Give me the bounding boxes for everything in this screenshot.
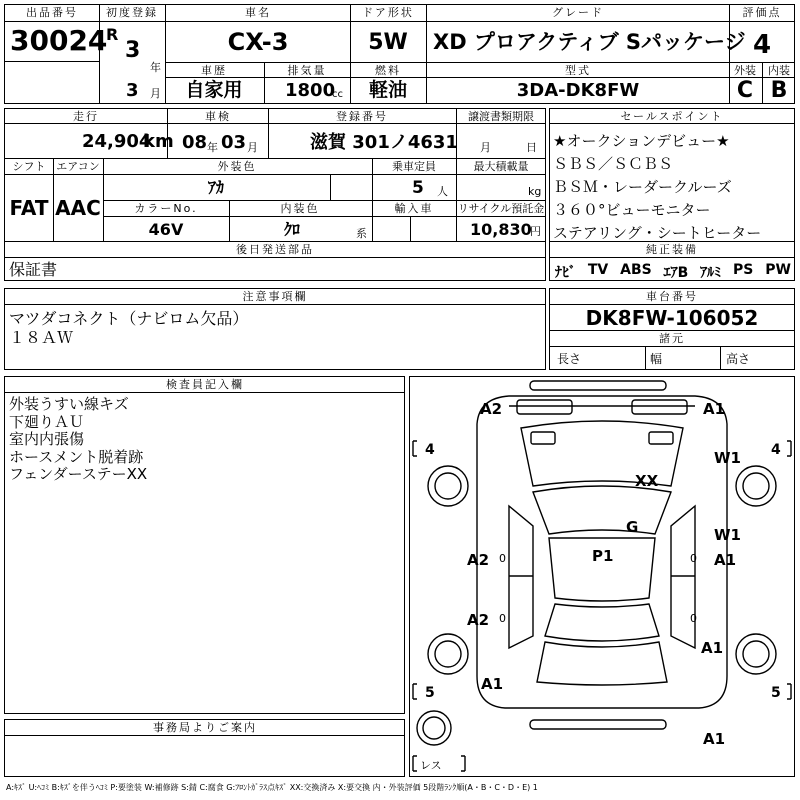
first-reg-label: 初度登録 bbox=[106, 6, 158, 19]
door-mark: 0 bbox=[690, 612, 697, 625]
reg-month: 3 bbox=[126, 80, 139, 101]
transfer-label: 譲渡書類期限 bbox=[468, 110, 534, 123]
ext-color-label: 外装色 bbox=[217, 160, 257, 173]
int-color-label: 内装色 bbox=[280, 202, 320, 215]
car-name-label: 車名 bbox=[245, 6, 271, 19]
int-label: 内装 bbox=[768, 64, 790, 77]
mark-a1-front-right: A1 bbox=[703, 400, 726, 418]
capacity-label: 乗車定員 bbox=[392, 160, 436, 173]
inspector-line: 室内内張傷 bbox=[9, 430, 85, 448]
chassis-number: DK8FW-106052 bbox=[585, 306, 759, 330]
int-grade: B bbox=[770, 78, 788, 103]
grade-label: グレード bbox=[552, 6, 604, 19]
mark-a1-bottom: A1 bbox=[703, 730, 726, 748]
equipment-label: 純正装備 bbox=[646, 243, 698, 256]
lot-number: 30024 bbox=[10, 24, 108, 57]
insp-month-unit: 月 bbox=[247, 141, 258, 154]
chassis-label: 車台番号 bbox=[646, 290, 698, 303]
int-color-suffix: 系 bbox=[356, 227, 367, 240]
car-name: CX-3 bbox=[227, 28, 289, 56]
ext-color: ｱｶ bbox=[207, 178, 225, 197]
shift-label: シフト bbox=[12, 160, 46, 173]
sales-point: ３６０°ビューモニター bbox=[553, 201, 711, 219]
note-line: マツダコネクト（ナビロム欠品） bbox=[9, 309, 249, 328]
later-parts: 保証書 bbox=[9, 260, 58, 279]
specs-label: 諸元 bbox=[659, 332, 685, 345]
recycle-label: リサイクル預託金 bbox=[457, 202, 545, 215]
mark-a2-left-door2: A2 bbox=[467, 611, 490, 629]
tread-front-left: 4 bbox=[425, 442, 435, 458]
history: 自家用 bbox=[185, 79, 243, 101]
equipment-item: ABS bbox=[620, 262, 652, 278]
recycle-unit: 円 bbox=[530, 225, 541, 238]
transfer-day-unit: 日 bbox=[526, 141, 537, 154]
spare-label: レス bbox=[420, 759, 442, 772]
plate: 滋賀 301ノ4631 bbox=[310, 132, 458, 153]
equipment-item: ﾅﾋﾞ bbox=[555, 265, 576, 281]
doors-label: ドア形状 bbox=[362, 6, 414, 19]
tread-front-right: 4 bbox=[771, 442, 781, 458]
mark-a2-left-door1: A2 bbox=[467, 551, 490, 569]
era: R bbox=[106, 25, 119, 44]
displacement-label: 排気量 bbox=[287, 64, 327, 77]
mark-p1-roof: P1 bbox=[592, 547, 614, 565]
inspector-line: 下廻りＡＵ bbox=[9, 412, 85, 431]
mileage: 24,904 bbox=[82, 131, 152, 152]
recycle: 10,830 bbox=[470, 220, 532, 239]
equipment-item: PS bbox=[733, 262, 754, 278]
insp-year-unit: 年 bbox=[207, 141, 218, 154]
transfer-month-unit: 月 bbox=[480, 141, 491, 154]
max-load-unit: kg bbox=[528, 185, 542, 198]
mark-a1-left-rear: A1 bbox=[481, 675, 504, 693]
door-mark: 0 bbox=[499, 612, 506, 625]
legend: A:ｷｽﾞ U:ﾍｺﾐ B:ｷｽﾞを伴うﾍｺﾐ P:要塗装 W:補修跡 S:錆 C:腐食 G:ﾌﾛﾝﾄｶﾞﾗｽ点ｷｽﾞ XX:交換済み X:要交換 内・外装評価 5段階ﾗﾝｸ順(A・B・C・D・E) 1 bbox=[6, 783, 538, 792]
inspector-line: フェンダーステーXX bbox=[9, 465, 148, 483]
office-label: 事務局よりご案内 bbox=[153, 721, 257, 734]
note-line: １８ＡＷ bbox=[9, 328, 74, 347]
mileage-label: 走行 bbox=[73, 110, 99, 123]
equipment-item: PW bbox=[765, 262, 791, 278]
height-label: 高さ bbox=[726, 352, 751, 366]
inspection-label: 車検 bbox=[205, 110, 231, 123]
import-label: 輸入車 bbox=[394, 202, 434, 215]
model: 3DA-DK8FW bbox=[516, 80, 640, 101]
ac-label: エアコン bbox=[56, 160, 100, 173]
inspector-label: 検査員記入欄 bbox=[166, 378, 244, 391]
sales-point: ステアリング・シートヒーター bbox=[553, 224, 762, 242]
mark-w1-right-door: W1 bbox=[714, 526, 741, 544]
later-parts-label: 後日発送部品 bbox=[236, 243, 314, 256]
inspector-lines bbox=[9, 396, 147, 484]
fuel: 軽油 bbox=[368, 79, 408, 101]
shift: FAT bbox=[9, 196, 49, 220]
reg-year: 3 bbox=[125, 38, 141, 63]
mark-a1-right-door: A1 bbox=[714, 551, 737, 569]
max-load-label: 最大積載量 bbox=[473, 160, 529, 173]
insp-month: 03 bbox=[221, 132, 247, 153]
capacity: 5 bbox=[412, 178, 424, 198]
model-label: 型式 bbox=[565, 64, 591, 77]
mark-a2-front-left: A2 bbox=[480, 400, 503, 418]
displacement: 1800 bbox=[285, 80, 336, 101]
door-mark: 0 bbox=[499, 552, 506, 565]
mark-a1-right-rear: A1 bbox=[701, 639, 724, 657]
displacement-unit: cc bbox=[332, 89, 343, 100]
sales-point: ＳＢＳ／ＳＣＢＳ bbox=[553, 155, 674, 173]
ac: AAC bbox=[55, 196, 101, 220]
equipment-item: TV bbox=[587, 262, 609, 278]
door-mark: 0 bbox=[690, 552, 697, 565]
sales-label: セールスポイント bbox=[620, 110, 724, 123]
month-unit: 月 bbox=[150, 87, 161, 100]
capacity-unit: 人 bbox=[437, 185, 448, 198]
doors: 5W bbox=[368, 30, 408, 55]
ext-grade: C bbox=[736, 78, 754, 103]
equipment-item: ｱﾙﾐ bbox=[700, 265, 722, 281]
width-label: 幅 bbox=[650, 352, 663, 366]
equipment-item: ｴｱB bbox=[663, 265, 689, 281]
mark-xx-hood: XX bbox=[635, 472, 659, 490]
grade: XD プロアクティブ Sパッケージ bbox=[433, 30, 746, 54]
sales-point: ＢＳＭ・レーダークルーズ bbox=[553, 178, 732, 196]
lot-number-label: 出品番号 bbox=[26, 6, 78, 19]
sales-point: ★オークションデビュー★ bbox=[553, 132, 730, 150]
mileage-unit: km bbox=[143, 131, 174, 152]
color-no: 46V bbox=[148, 220, 184, 239]
equipment-list bbox=[555, 262, 791, 282]
color-no-label: カラーNo. bbox=[134, 202, 198, 215]
tread-rear-left: 5 bbox=[425, 685, 435, 701]
car-diagram bbox=[409, 376, 795, 777]
notes-label: 注意事項欄 bbox=[242, 290, 308, 303]
length-label: 長さ bbox=[557, 352, 582, 366]
tread-rear-right: 5 bbox=[771, 685, 781, 701]
score: 4 bbox=[752, 30, 772, 60]
notes-lines bbox=[9, 309, 248, 347]
mark-g-windshield: G bbox=[626, 518, 639, 536]
plate-label: 登録番号 bbox=[336, 110, 388, 123]
mark-w1-right-front: W1 bbox=[714, 449, 741, 467]
insp-year: 08 bbox=[182, 132, 208, 153]
fuel-label: 燃料 bbox=[375, 64, 401, 77]
inspector-line: ホースメント脱着跡 bbox=[9, 447, 144, 466]
int-color: ｸﾛ bbox=[283, 220, 301, 239]
score-label: 評価点 bbox=[742, 6, 782, 19]
inspector-line: 外装うすい線キズ bbox=[9, 395, 129, 413]
sales-points-list bbox=[553, 130, 761, 245]
history-label: 車歴 bbox=[201, 64, 227, 77]
ext-label: 外装 bbox=[734, 64, 756, 77]
year-unit: 年 bbox=[150, 61, 161, 74]
